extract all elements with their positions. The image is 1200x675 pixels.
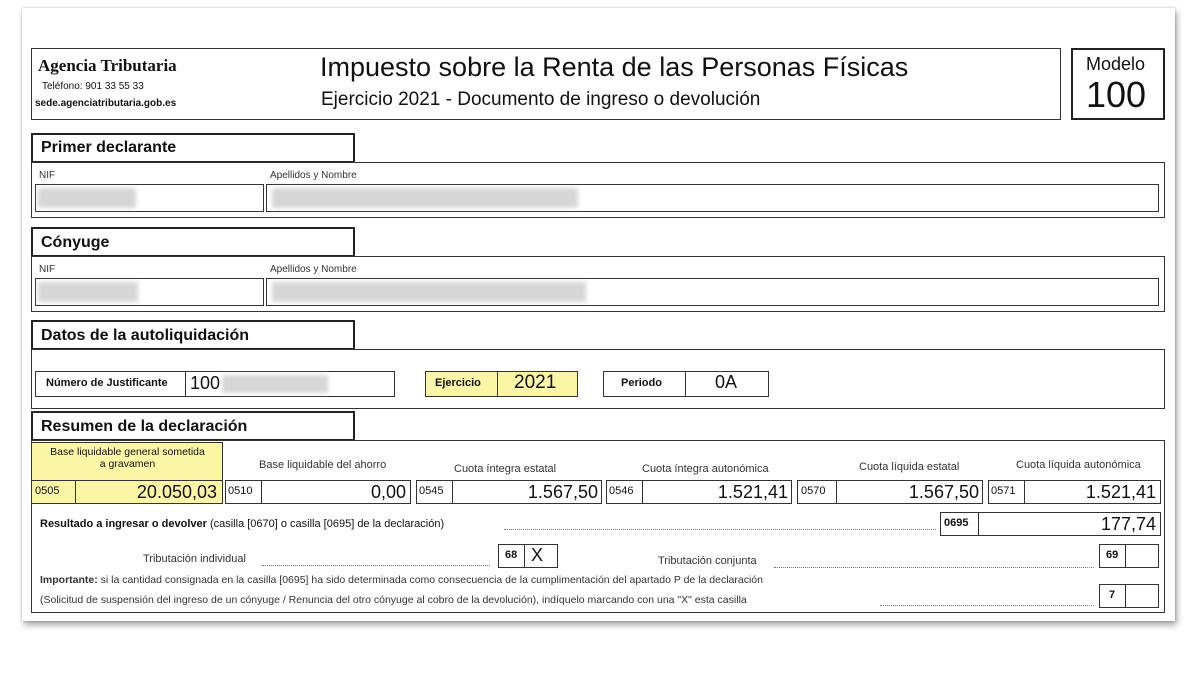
ejercicio-value: 2021 — [514, 372, 557, 393]
individual-label: Tributación individual — [143, 553, 246, 565]
cuota-liquida-autonomica-value: 1.521,41 — [1085, 482, 1156, 502]
redacted-nif — [38, 188, 136, 208]
importante-bold: Importante: — [40, 574, 98, 586]
resultado-label — [40, 518, 444, 530]
resumen-title: Resumen de la declaración — [41, 418, 248, 435]
importante-text — [40, 574, 763, 586]
primer-declarante-title: Primer declarante — [41, 139, 177, 156]
nif-label: NIF — [39, 170, 56, 181]
individual-checkbox: X — [531, 545, 544, 565]
cuota-liquida-estatal-label: Cuota líquida estatal — [859, 461, 960, 473]
importante-code: 7 — [1109, 589, 1116, 601]
resultado-dots — [504, 529, 936, 530]
redacted-conyuge-nif — [38, 282, 138, 302]
base-general-value: 20.050,03 — [136, 482, 217, 502]
base-ahorro-value: 0,00 — [370, 482, 406, 502]
base-general-code: 0505 — [35, 485, 60, 497]
periodo-label: Periodo — [621, 377, 662, 389]
base-ahorro-label: Base liquidable del ahorro — [259, 459, 387, 471]
redacted-justificante — [222, 375, 328, 393]
periodo-value: 0A — [715, 372, 738, 392]
name-label: Apellidos y Nombre — [270, 170, 357, 181]
tax-document — [22, 8, 1175, 621]
redacted-name — [272, 188, 578, 208]
base-general-label: Base liquidable general sometida a gravamen — [50, 446, 205, 470]
resultado-label-bold: Resultado a ingresar o devolver — [40, 518, 207, 530]
conyuge-title: Cónyuge — [41, 234, 110, 251]
resultado-code: 0695 — [944, 517, 969, 529]
agency-name: Agencia Tributaria — [38, 56, 177, 75]
redacted-conyuge-name — [272, 282, 586, 302]
importante-text-2: (Solicitud de suspensión del ingreso de un cónyuge / Renuncia del otro cónyuge al cobro de la devolución), indíquelo marcando con una "X" esta casilla — [40, 594, 747, 606]
agency-website: sede.agenciatributaria.gob.es — [35, 98, 177, 109]
page-title: Impuesto sobre la Renta de las Personas Físicas — [320, 52, 909, 82]
conjunta-code: 69 — [1106, 549, 1119, 561]
justificante-label: Número de Justificante — [46, 377, 168, 389]
conjunta-label: Tributación conjunta — [658, 555, 757, 567]
importante-dots — [880, 605, 1094, 606]
base-ahorro-code: 0510 — [228, 485, 253, 497]
cuota-liquida-autonomica-code: 0571 — [991, 485, 1016, 497]
cuota-integra-estatal-value: 1.567,50 — [527, 482, 598, 502]
conyuge-name-label: Apellidos y Nombre — [270, 264, 357, 275]
importante-body: si la cantidad consignada en la casilla [0695] ha sido determinada como consecuencia de la cumplimentación del apartado P de la declaración — [100, 574, 763, 586]
cuota-liquida-autonomica-label: Cuota líquida autonómica — [1016, 459, 1141, 471]
modelo-number: 100 — [1086, 74, 1147, 115]
individual-dots — [262, 565, 490, 566]
cuota-liquida-estatal-value: 1.567,50 — [908, 482, 979, 502]
justificante-value: 100 — [190, 373, 221, 393]
autoliquidacion-title: Datos de la autoliquidación — [41, 327, 250, 344]
conjunta-dots — [774, 567, 1094, 568]
cuota-integra-autonomica-label: Cuota íntegra autonómica — [642, 463, 769, 475]
modelo-label: Modelo — [1086, 54, 1146, 74]
page-subtitle: Ejercicio 2021 - Documento de ingreso o devolución — [321, 89, 761, 110]
conyuge-nif-label: NIF — [39, 264, 56, 275]
resultado-value: 177,74 — [1100, 514, 1156, 534]
cuota-integra-estatal-label: Cuota íntegra estatal — [454, 463, 557, 475]
cuota-integra-estatal-code: 0545 — [419, 485, 444, 497]
cuota-liquida-estatal-code: 0570 — [801, 485, 826, 497]
individual-code: 68 — [505, 549, 518, 561]
resultado-label-rest: (casilla [0670] o casilla [0695] de la declaración) — [209, 518, 445, 530]
cuota-integra-autonomica-code: 0546 — [609, 485, 634, 497]
ejercicio-label: Ejercicio — [435, 377, 481, 389]
cuota-integra-autonomica-value: 1.521,41 — [717, 482, 788, 502]
agency-phone: Teléfono: 901 33 55 33 — [42, 81, 144, 92]
